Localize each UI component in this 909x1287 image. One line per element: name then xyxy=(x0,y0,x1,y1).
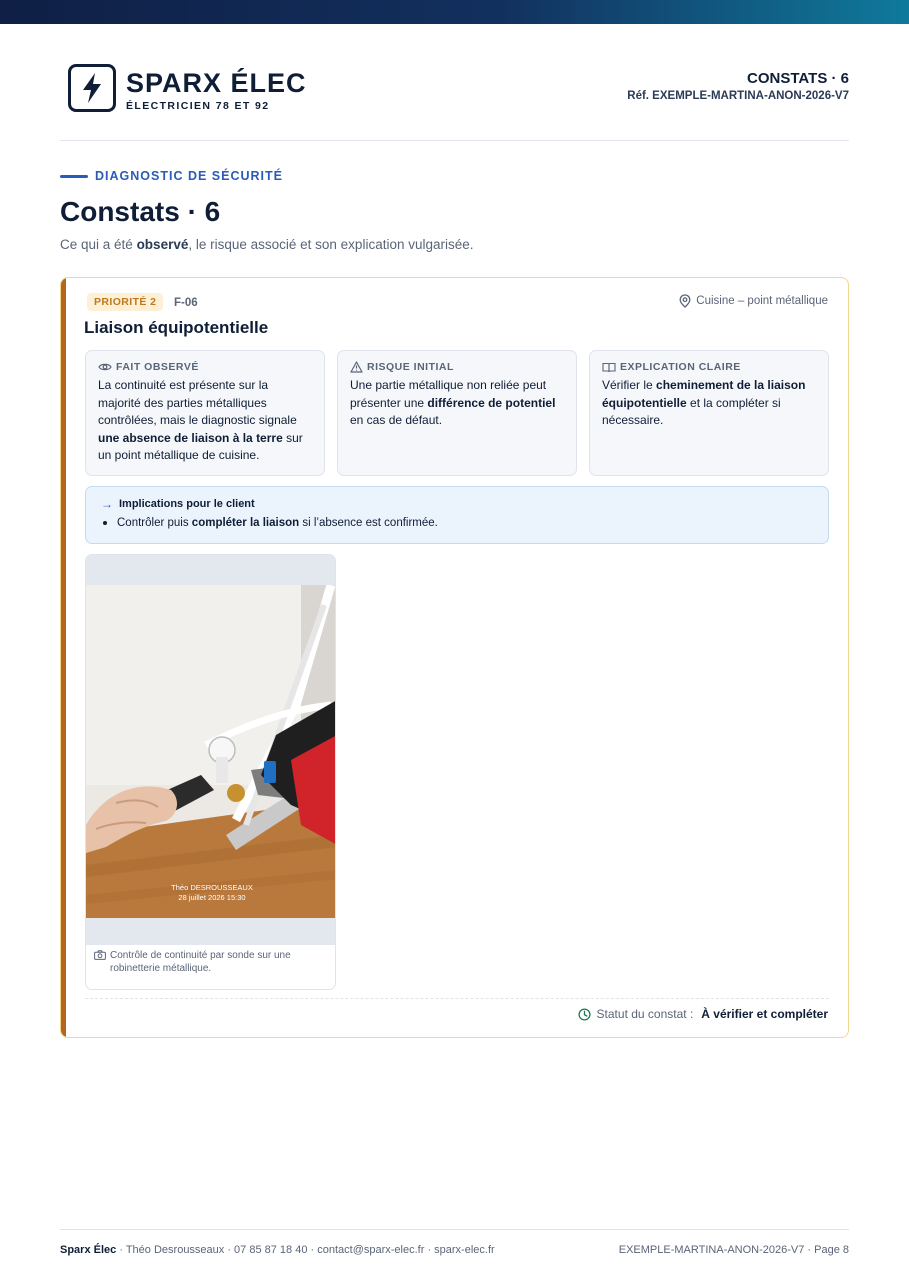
section-eyebrow xyxy=(60,169,283,183)
risk-heading: RISQUE INITIAL xyxy=(367,361,454,373)
status-label: Statut du constat : xyxy=(596,1007,694,1021)
footer-divider xyxy=(60,1229,849,1230)
footer-contact-details: · Théo Desrousseaux · 07 85 87 18 40 · contact@sparx-elec.fr · sparx-elec.fr xyxy=(116,1244,495,1256)
arrow-right-icon: → xyxy=(101,497,113,511)
clock-icon xyxy=(578,1008,591,1021)
finding-card xyxy=(60,277,849,1038)
photo-card xyxy=(85,554,336,990)
footer-contact xyxy=(60,1244,495,1256)
header-meta xyxy=(627,70,849,102)
observed-text: La continuité est présente sur la majorité des parties métalliques contrôlées, mais le diagnostic signale une absence de liaison à la terre sur un point métallique de cuisine. xyxy=(98,378,303,462)
page-header xyxy=(60,62,849,116)
footer-brand: Sparx Élec xyxy=(60,1244,117,1256)
photo-frame[interactable] xyxy=(86,555,336,945)
camera-icon xyxy=(94,950,106,960)
status-divider xyxy=(85,998,829,999)
header-divider xyxy=(60,140,849,141)
brand-tagline: ÉLECTRICIEN 78 ET 92 xyxy=(126,100,270,112)
top-gradient-bar xyxy=(0,0,909,24)
observed-fact-box xyxy=(85,350,325,476)
priority-badge: PRIORITÉ 2 xyxy=(87,293,163,311)
header-section-title: CONSTATS · 6 xyxy=(747,70,849,87)
status-value: À vérifier et compléter xyxy=(701,1007,828,1021)
observed-heading: FAIT OBSERVÉ xyxy=(116,361,199,373)
implication-text: Contrôler puis compléter la liaison si l’absence est confirmée. xyxy=(117,517,438,529)
client-implications-box xyxy=(85,486,829,544)
warning-triangle-icon xyxy=(350,361,363,373)
finding-status xyxy=(578,1007,828,1021)
initial-risk-box xyxy=(337,350,577,476)
risk-text: Une partie métallique non reliée peut présenter une différence de potentiel en cas de défaut. xyxy=(350,378,556,427)
brand-name: SPARX ÉLEC xyxy=(126,68,307,98)
explanation-text: Vérifier le cheminement de la liaison équipotentielle et la compléter si nécessaire. xyxy=(602,378,806,427)
implications-heading: Implications pour le client xyxy=(119,498,255,510)
page-title: Constats · 6 xyxy=(60,196,221,227)
footer-page-ref: EXEMPLE-MARTINA-ANON-2026-V7 · Page 8 xyxy=(618,1244,849,1256)
eyebrow-label: DIAGNOSTIC DE SÉCURITÉ xyxy=(95,169,283,183)
card-priority-accent xyxy=(61,278,66,1037)
photo-caption-text: Contrôle de continuité par sonde sur une robinetterie métallique. xyxy=(110,950,291,974)
eye-icon xyxy=(98,362,112,372)
bullet-dot xyxy=(103,521,107,525)
explanation-heading: EXPLICATION CLAIRE xyxy=(620,361,741,373)
photo-watermark-name: Théo DESROUSSEAUX xyxy=(171,883,253,892)
finding-location xyxy=(679,294,828,308)
header-reference: Réf. EXEMPLE-MARTINA-ANON-2026-V7 xyxy=(627,90,849,102)
location-label: Cuisine – point métallique xyxy=(696,295,828,307)
eyebrow-accent-line xyxy=(60,175,88,178)
lightning-bolt-icon xyxy=(68,64,116,112)
page-lead: Ce qui a été observé, le risque associé et son explication vulgarisée. xyxy=(60,237,474,252)
photo-caption xyxy=(94,949,329,975)
finding-title: Liaison équipotentielle xyxy=(84,318,269,337)
explanation-box xyxy=(589,350,829,476)
site-photo xyxy=(86,585,336,918)
finding-code: F-06 xyxy=(174,297,198,309)
open-book-icon xyxy=(602,362,616,373)
list-item xyxy=(101,517,813,529)
map-pin-icon xyxy=(679,294,691,308)
photo-watermark-date: 28 juillet 2026 15:30 xyxy=(178,893,246,902)
